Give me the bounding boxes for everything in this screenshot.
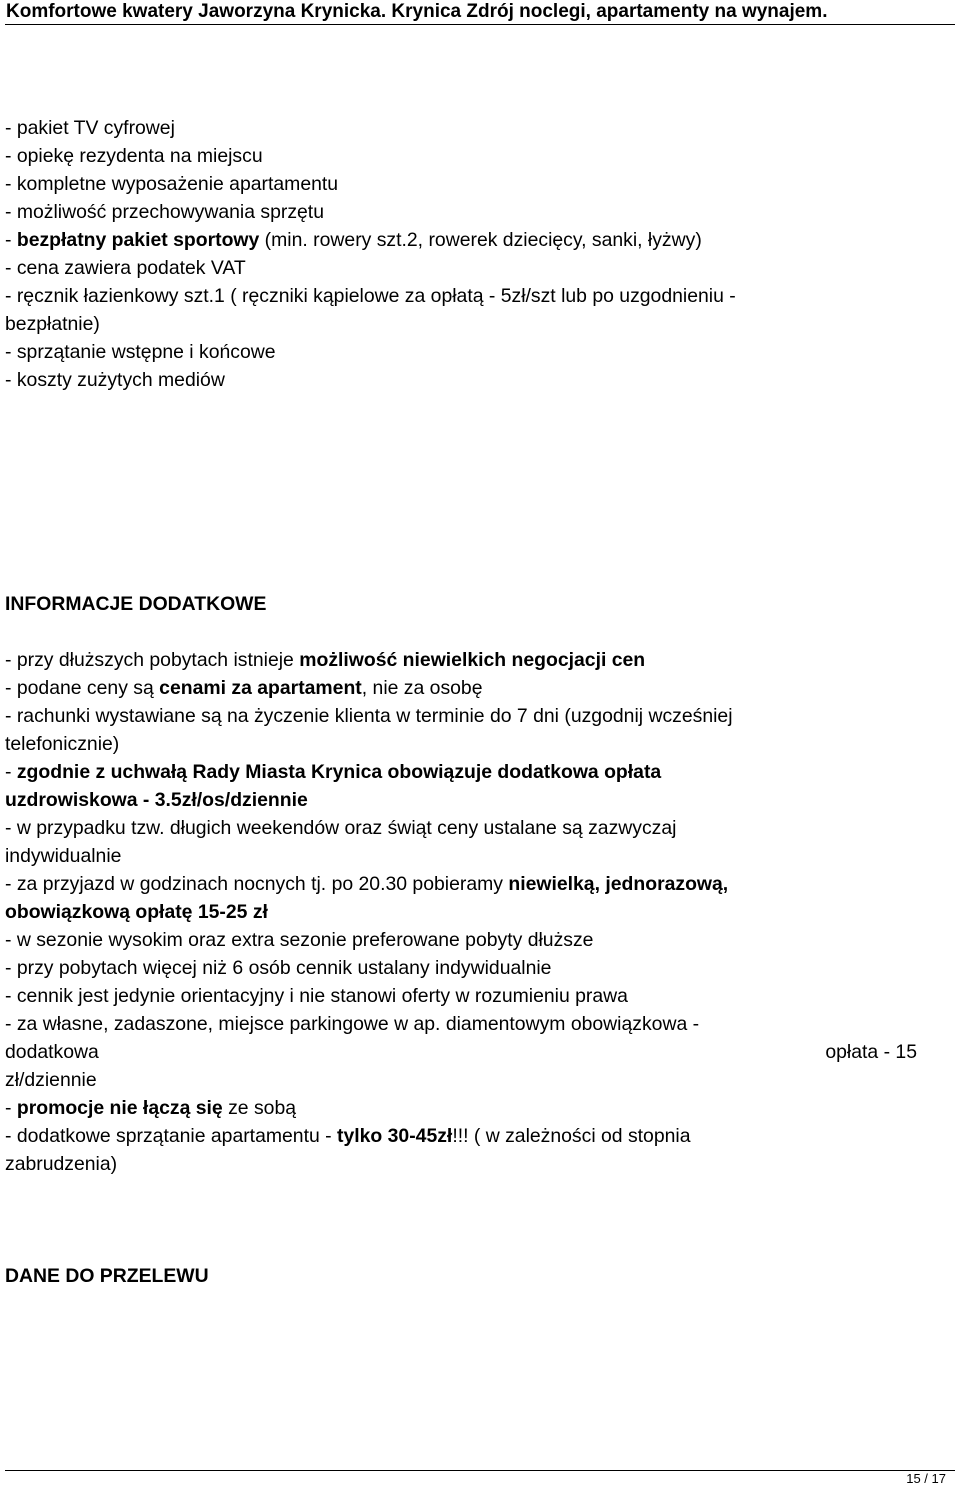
list-item-bold: zgodnie z uchwałą Rady Miasta Krynica obowiązuje dodatkowa opłata [16,761,662,783]
list-item-continuation: telefonicznie) [5,733,120,755]
list-item [5,1122,917,1150]
section-heading-info: INFORMACJE DODATKOWE [5,593,267,615]
list-item-continuation: indywidualnie [5,845,122,867]
info-list [5,646,917,1178]
list-item-text: - za przyjazd w godzinach nocnych tj. po 20.30 pobieramy [5,873,509,895]
list-item [5,1094,917,1122]
list-item-bold: bezpłatny pakiet sportowy [16,229,260,251]
list-item-text: !!! ( w zależności od stopnia [452,1125,691,1147]
list-item [5,226,917,254]
list-item-text: - podane ceny są [5,677,160,699]
list-item: - w sezonie wysokim oraz extra sezonie preferowane pobyty dłuższe [5,929,594,951]
list-item-continuation [5,1038,917,1066]
list-item-continuation: zł/dziennie [5,1069,97,1091]
list-item-bold: tylko 30-45zł [336,1125,453,1147]
page-header-title: Komfortowe kwatery Jaworzyna Krynicka. Krynica Zdrój noclegi, apartamenty na wynajem. [6,1,828,22]
list-item: - rachunki wystawiane są na życzenie klienta w terminie do 7 dni (uzgodnij wcześniej [5,705,733,727]
document-body [5,114,917,1290]
list-item-text: , nie za osobę [361,677,483,699]
list-item-text: - przy dłuższych pobytach istnieje [5,649,300,671]
list-item: - możliwość przechowywania sprzętu [5,201,324,223]
list-item-bold: cenami za apartament [159,677,362,699]
list-item-text: dodatkowa [5,1041,99,1063]
list-item-continuation: uzdrowiskowa - 3.5zł/os/dziennie [5,789,308,811]
list-item-continuation: obowiązkową opłatę 15-25 zł [5,901,268,923]
list-item: - za własne, zadaszone, miejsce parkingowe w ap. diamentowym obowiązkowa - [5,1013,700,1035]
page-number: 15 / 17 [906,1471,946,1486]
amenities-list [5,114,917,394]
list-item-continuation: zabrudzenia) [5,1153,118,1175]
list-item-bold: możliwość niewielkich negocjacji cen [299,649,646,671]
spacer [5,394,917,590]
list-item: - ręcznik łazienkowy szt.1 ( ręczniki kąpielowe za opłatą - 5zł/szt lub po uzgodnieniu - [5,285,736,307]
list-item: - cennik jest jedynie orientacyjny i nie stanowi oferty w rozumieniu prawa [5,985,628,1007]
list-item-text: - dodatkowe sprzątanie apartamentu - [5,1125,337,1147]
list-item-bold: promocje nie łączą się [16,1097,223,1119]
list-item-bold: niewielką, jednorazową, [508,873,729,895]
list-item: - w przypadku tzw. długich weekendów oraz świąt ceny ustalane są zazwyczaj [5,817,677,839]
section-heading-transfer: DANE DO PRZELEWU [5,1265,209,1287]
header-divider [5,24,955,25]
list-item: - sprzątanie wstępne i końcowe [5,341,276,363]
list-item [5,646,917,674]
list-item-text: opłata - 15 [825,1041,917,1063]
list-item-dash: - [5,761,17,783]
list-item: - pakiet TV cyfrowej [5,117,175,139]
footer-divider [5,1470,955,1471]
list-item [5,870,917,898]
list-item [5,674,917,702]
list-item: - cena zawiera podatek VAT [5,257,246,279]
list-item-text: ze sobą [222,1097,297,1119]
list-item: - kompletne wyposażenie apartamentu [5,173,339,195]
list-item [5,758,917,786]
spacer [5,1178,917,1262]
list-item: - przy pobytach więcej niż 6 osób cennik ustalany indywidualnie [5,957,552,979]
list-item-dash: - [5,1097,17,1119]
list-item: - koszty zużytych mediów [5,369,225,391]
list-item-continuation: bezpłatnie) [5,313,100,335]
list-item-dash: - [5,229,17,251]
list-item: - opiekę rezydenta na miejscu [5,145,263,167]
spacer [5,618,917,646]
list-item-text: (min. rowery szt.2, rowerek dziecięcy, sanki, łyżwy) [259,229,702,251]
